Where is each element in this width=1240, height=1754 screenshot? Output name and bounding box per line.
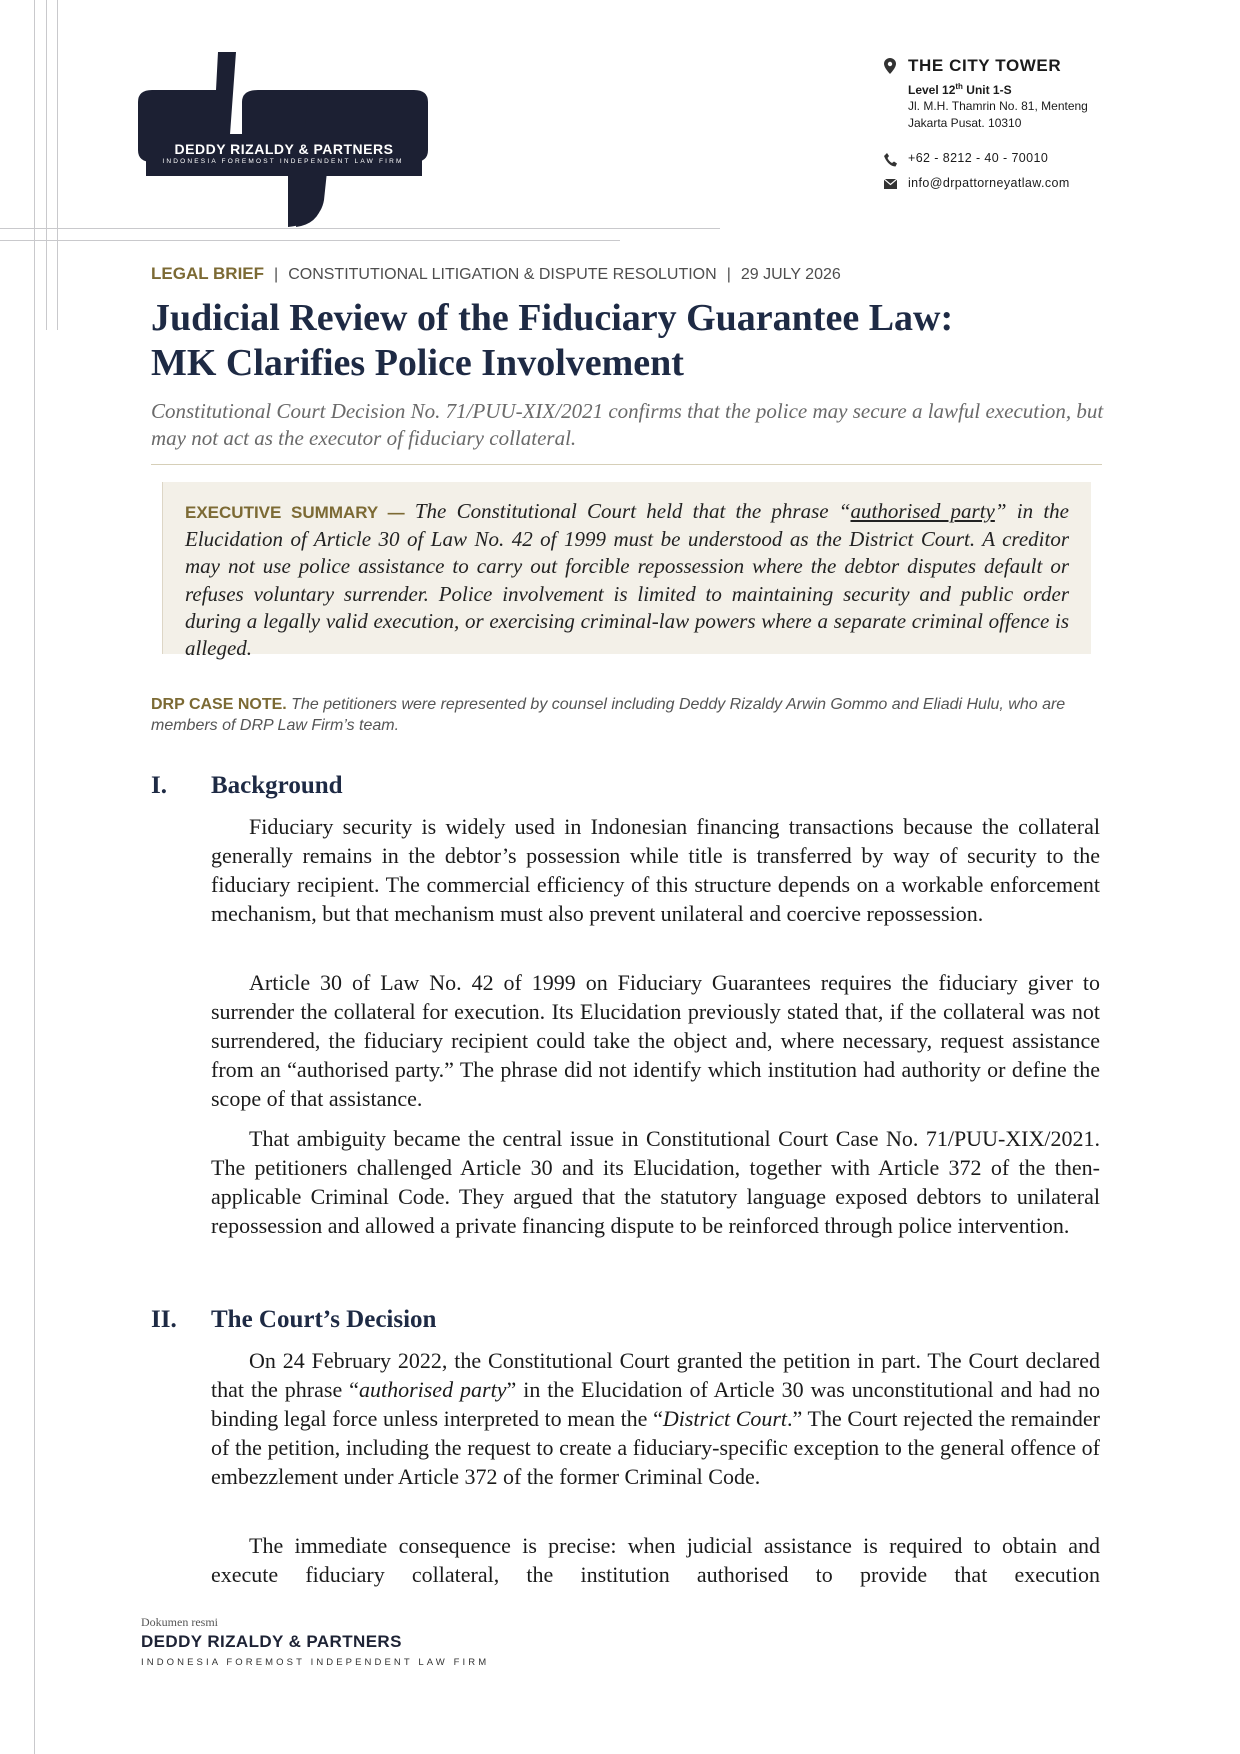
office-city: Jakarta Pusat. 10310 (908, 116, 1022, 130)
office-phone: +62 - 8212 - 40 - 70010 (908, 151, 1049, 165)
section-title: The Court’s Decision (211, 1306, 437, 1333)
page-title: Judicial Review of the Fiduciary Guarantee Law: MK Clarifies Police Involvement (151, 297, 954, 384)
brief-date: 29 JULY 2026 (740, 266, 841, 283)
section-title: Background (211, 772, 343, 799)
office-email: info@drpattorneyatlaw.com (908, 176, 1070, 190)
logo-tagline: INDONESIA FOREMOST INDEPENDENT LAW FIRM (162, 158, 404, 165)
frame-line (34, 0, 35, 1754)
case-note-label: DRP CASE NOTE. (151, 696, 287, 713)
summary-label: EXECUTIVE SUMMARY — (185, 503, 405, 522)
office-building: THE CITY TOWER (908, 56, 1062, 75)
brief-meta (151, 264, 841, 284)
paragraph: On 24 February 2022, the Constitutional Court granted the petition in part. The Court declared that the phrase “authorised party” in the Elucidation of Article 30 was unconstitutional and had no binding legal force unless interpreted to mean the “District Court.” The Court rejected the remainder of the petition, including the request to create a fiduciary-specific exception to the general offence of embezzlement under Article 372 of the former Criminal Code. (211, 1348, 1101, 1489)
summary-term: authorised party (850, 499, 995, 523)
divider (151, 464, 1102, 465)
case-note: DRP CASE NOTE. The petitioners were represented by counsel including Deddy Rizaldy Arwin Gommo and Eliadi Hulu, who are members of DRP Law Firm’s team. (151, 696, 1066, 734)
phone-icon (884, 153, 897, 167)
footer-note: Dokumen resmi (141, 1615, 218, 1629)
practice-area: CONSTITUTIONAL LITIGATION & DISPUTE RESOLUTION (288, 266, 717, 283)
location-pin-icon (884, 58, 896, 74)
footer-firm-name: DEDDY RIZALDY & PARTNERS (141, 1632, 402, 1651)
meta-separator: | (274, 266, 279, 283)
frame-line (46, 0, 47, 330)
executive-summary: EXECUTIVE SUMMARY — The Constitutional Court held that the phrase “authorised party” in the Elucidation of Article 30 of Law No. 42 of 1999 must be understood as the District Court. A creditor may not use police assistance to carry out forcible repossession where the debtor disputes default or refuses voluntary surrender. Police involvement is limited to maintaining security and public order during a legally valid execution, or exercising criminal-law powers where a separate criminal offence is alleged. (185, 499, 1069, 661)
paragraph: That ambiguity became the central issue in Constitutional Court Case No. 71/PUU-XIX/2021. The petitioners challenged Article 30 and its Elucidation, together with Article 372 of the then-applicable Criminal Code. They argued that the statutory language exposed debtors to unilateral repossession and allowed a private financing dispute to be reinforced through police intervention. (211, 1126, 1100, 1238)
section-number: II. (151, 1306, 177, 1333)
paragraph: Article 30 of Law No. 42 of 1999 on Fiduciary Guarantees requires the fiduciary giver to surrender the collateral for execution. Its Elucidation previously stated that, if the collateral was not surrendered, the fiduciary recipient could take the object and, where necessary, request assistance from an “authorised party.” The phrase did not identify which institution had authority or define the scope of that assistance. (211, 970, 1100, 1111)
footer-tagline: INDONESIA FOREMOST INDEPENDENT LAW FIRM (141, 1657, 490, 1668)
section-number: I. (151, 772, 167, 799)
firm-logo (138, 52, 428, 252)
brief-type: LEGAL BRIEF (151, 264, 265, 283)
office-level: Level 12th Unit 1-S (908, 82, 1012, 97)
office-street: Jl. M.H. Thamrin No. 81, Menteng (908, 99, 1088, 113)
executive-summary-box (162, 482, 1091, 661)
paragraph: Fiduciary security is widely used in Indonesian financing transactions because the collateral generally remains in the debtor’s possession while title is transferred by way of security to the fiduciary recipient. The commercial efficiency of this structure depends on a workable enforcement mechanism, but that mechanism must also prevent unilateral and coercive repossession. (211, 814, 1100, 926)
logo-firm-name: DEDDY RIZALDY & PARTNERS (174, 141, 394, 157)
mail-icon (884, 179, 897, 189)
meta-separator: | (726, 266, 731, 283)
paragraph: The immediate consequence is precise: when judicial assistance is required to obtain and execute fiduciary collateral, the institution authorised to provide that execution (211, 1533, 1100, 1587)
page-subtitle: Constitutional Court Decision No. 71/PUU-XIX/2021 confirms that the police may secure a lawful execution, but may not act as the executor of fiduciary collateral. (151, 399, 1104, 450)
frame-line (57, 0, 58, 330)
